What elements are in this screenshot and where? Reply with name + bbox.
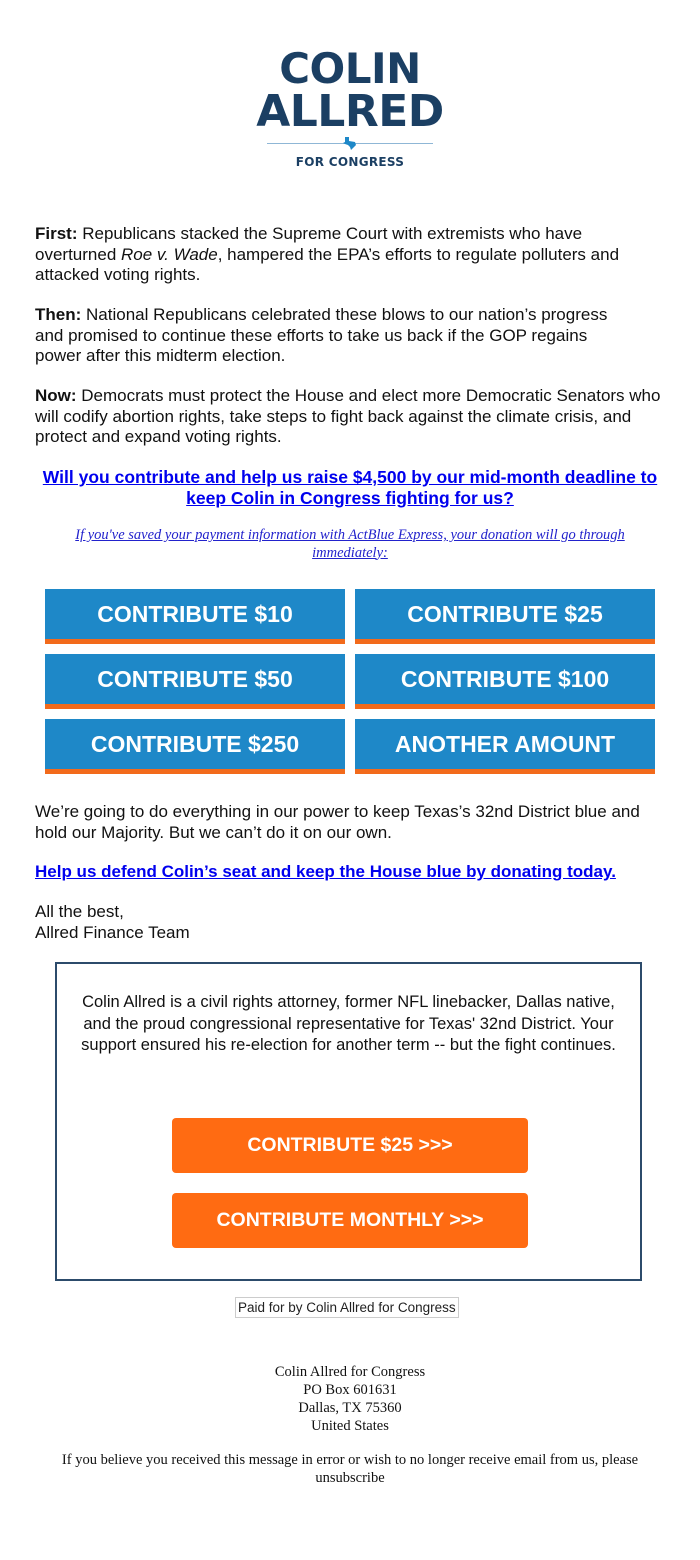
bio-text: Colin Allred is a civil rights attorney, former NFL linebacker, Dallas native, and the proud congressional representative for Texas' 32nd District. Your support ensured his re-election for another term -- but the fight continues. — [81, 993, 616, 1054]
actblue-express-note[interactable]: If you've saved your payment information with ActBlue Express, your donation will go through immediately: — [75, 527, 625, 561]
signoff-line-2: Allred Finance Team — [35, 922, 190, 942]
contribute-10-button[interactable]: CONTRIBUTE $10 — [45, 589, 345, 644]
paragraph-then — [35, 305, 635, 367]
campaign-logo — [0, 44, 700, 169]
paragraph-first — [35, 224, 665, 286]
defend-seat-link[interactable]: Help us defend Colin’s seat and keep the House blue by donating today. — [35, 862, 616, 881]
contribute-250-button[interactable]: CONTRIBUTE $250 — [45, 719, 345, 774]
signoff-line-1: All the best, — [35, 902, 124, 921]
footer-address-line: Colin Allred for Congress — [274, 1364, 426, 1380]
contribute-25-cta-button[interactable]: CONTRIBUTE $25 >>> — [172, 1118, 528, 1173]
signoff — [35, 902, 665, 943]
logo-line-2: ALLRED — [256, 86, 444, 137]
then-label: Then: — [35, 305, 82, 324]
paid-for-disclaimer: Paid for by Colin Allred for Congress — [235, 1297, 459, 1318]
footer-address-line: PO Box 601631 — [303, 1382, 397, 1398]
then-text: National Republicans celebrated these blows to our nation’s progress and promised to continue these efforts to take us back if the GOP regains power after this midterm election. — [35, 305, 608, 365]
paragraph-now — [35, 386, 665, 448]
contribute-50-button[interactable]: CONTRIBUTE $50 — [45, 654, 345, 709]
another-amount-button[interactable]: ANOTHER AMOUNT — [355, 719, 655, 774]
logo-tagline: FOR CONGRESS — [295, 155, 405, 169]
contribute-100-button[interactable]: CONTRIBUTE $100 — [355, 654, 655, 709]
closing-paragraph: We’re going to do everything in our power to keep Texas’s 32nd District blue and hold our Majority. But we can’t do it on our own. — [35, 802, 640, 842]
now-text: Democrats must protect the House and elect more Democratic Senators who will codify abortion rights, take steps to fight back against the climate crisis, and protect and expand voting rights. — [35, 386, 661, 446]
bio-box — [55, 962, 642, 1281]
logo-line-1: COLIN — [279, 44, 421, 93]
footer-address-line: Dallas, TX 75360 — [298, 1400, 402, 1416]
case-name: Roe v. Wade — [121, 244, 218, 264]
now-label: Now: — [35, 386, 77, 405]
contribute-ask-link[interactable]: Will you contribute and help us raise $4,500 by our mid-month deadline to keep Colin in Congress fighting for us? — [42, 467, 658, 508]
unsubscribe-text[interactable]: If you believe you received this message in error or wish to no longer receive email from us, please unsubscribe — [61, 1452, 639, 1486]
contribute-monthly-button[interactable]: CONTRIBUTE MONTHLY >>> — [172, 1193, 528, 1248]
first-label: First: — [35, 224, 78, 243]
footer-address — [20, 1363, 680, 1435]
texas-star-icon — [342, 135, 358, 151]
logo-divider — [267, 137, 433, 149]
first-text-before: Republicans stacked the Supreme Court with extremists who have overturned — [35, 224, 583, 264]
contribute-25-button[interactable]: CONTRIBUTE $25 — [355, 589, 655, 644]
footer-address-line: United States — [311, 1418, 389, 1434]
first-text-after: , hampered the EPA’s efforts to regulate polluters and attacked voting rights. — [35, 244, 620, 284]
